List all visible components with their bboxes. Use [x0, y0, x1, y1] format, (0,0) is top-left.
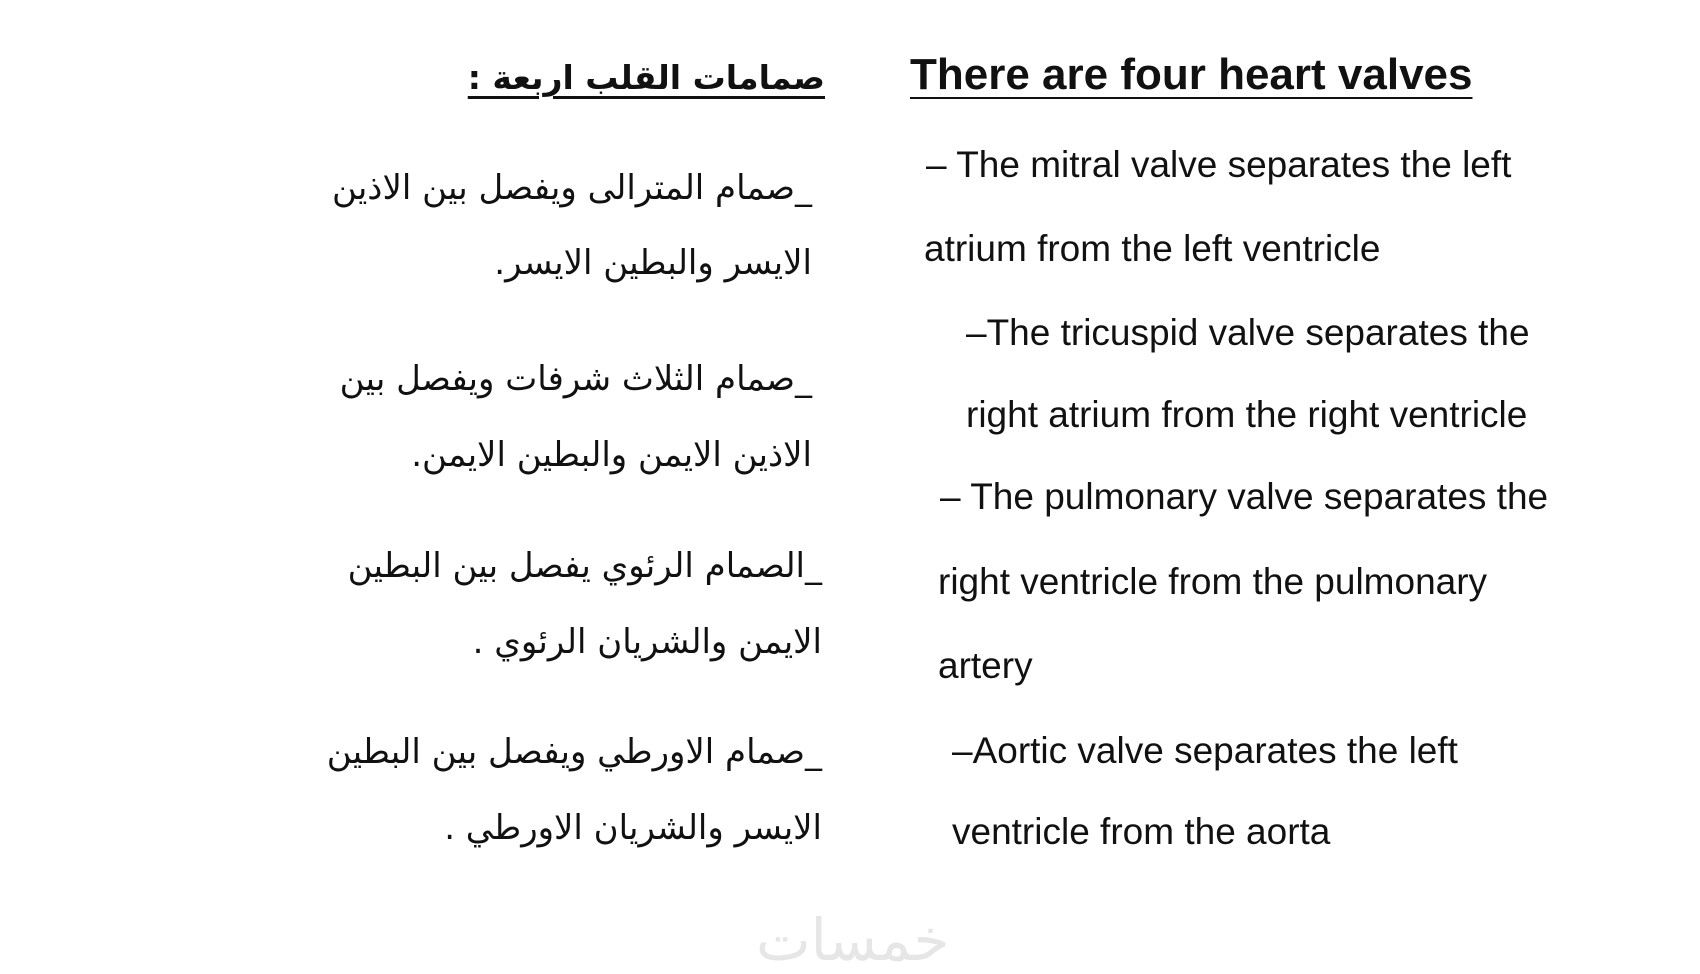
arabic-heading: صمامات القلب اربعة : [467, 58, 825, 97]
arabic-line-4: الاذين الايمن والبطين الايمن. [411, 435, 812, 475]
english-line-8: –Aortic valve separates the left [952, 730, 1458, 771]
arabic-line-2: الايسر والبطين الايسر. [494, 243, 812, 283]
english-line-2: atrium from the left ventricle [924, 228, 1381, 269]
english-line-5: – The pulmonary valve separates the [940, 476, 1549, 517]
english-heading: There are four heart valves [910, 50, 1473, 99]
english-line-7: artery [938, 645, 1033, 686]
arabic-line-3: _صمام الثلاث شرفات ويفصل بين [339, 359, 812, 399]
arabic-line-6: الايمن والشريان الرئوي . [472, 622, 822, 662]
arabic-line-1: _صمام المترالى ويفصل بين الاذين [331, 168, 812, 208]
english-line-1: – The mitral valve separates the left [926, 144, 1512, 185]
english-line-9: ventricle from the aorta [952, 811, 1331, 852]
arabic-line-8: الايسر والشريان الاورطي . [444, 808, 822, 848]
watermark-logo: خمسات [756, 906, 950, 974]
english-line-4: right atrium from the right ventricle [966, 394, 1528, 435]
arabic-line-7: _صمام الاورطي ويفصل بين البطين [326, 732, 822, 772]
arabic-line-5: _الصمام الرئوي يفصل بين البطين [347, 546, 822, 586]
english-line-3: –The tricuspid valve separates the [966, 312, 1530, 353]
english-line-6: right ventricle from the pulmonary [938, 561, 1488, 602]
